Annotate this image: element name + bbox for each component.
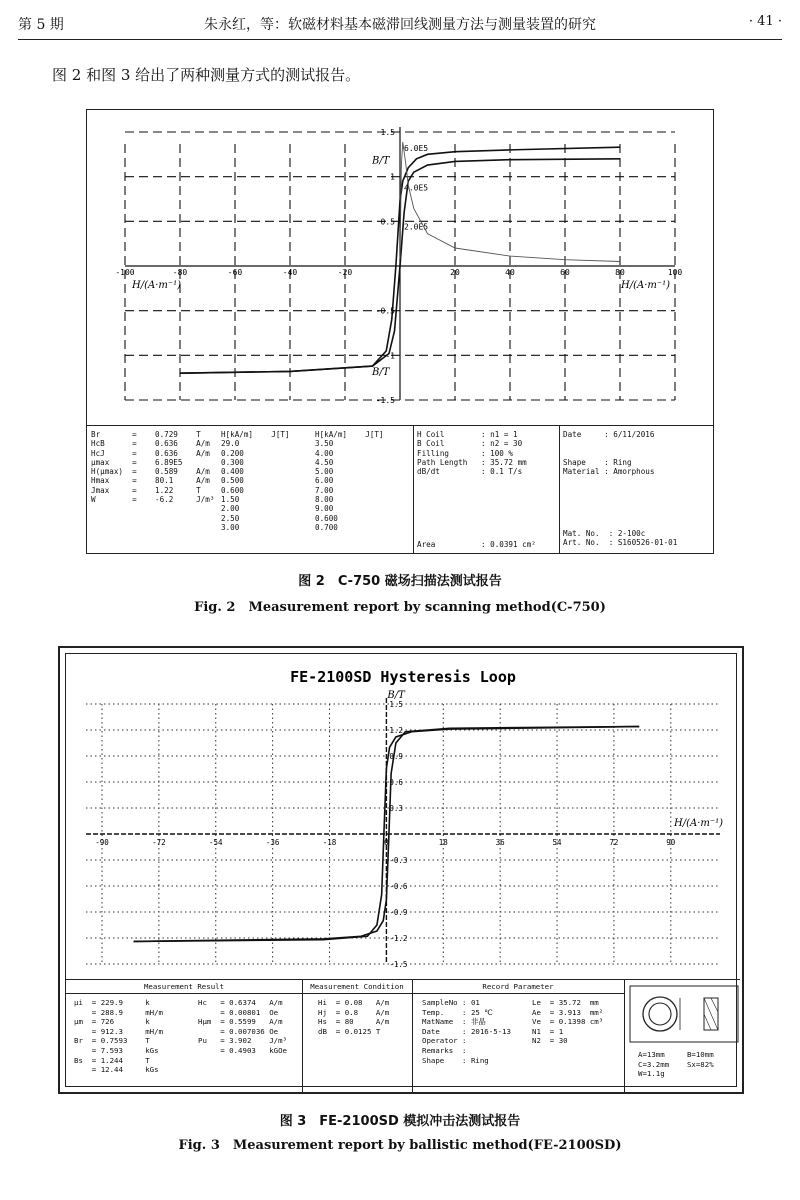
report-results: Br = 0.729 T HcB = 0.636 A/m HcJ = 0.636 A/m μmax = 6.89E5 H(μmax) = 0.589 A/m Hmax = 80.1 A/m Jmax = 1.22 T W = -6.2 J/m³: [91, 430, 215, 505]
figure-2-chart: [87, 110, 713, 426]
figure-2-caption-cn: 图 2 C-750 磁场扫描法测试报告: [298, 574, 502, 589]
issue-number: 第 5 期: [18, 17, 64, 33]
y-tick-label: 1.5: [380, 128, 395, 137]
x-tick-label: 40: [505, 268, 515, 277]
y-tick-label: 1.2: [389, 726, 403, 735]
report-sample-info: Date : 6/11/2016 Shape : Ring Material : Amorphous: [563, 430, 655, 477]
record-sample: SampleNo : 01 Temp. : 25 ℃ MatName : 非晶 Date : 2016-5-13 Operator : Remarks : Shape : Ring: [422, 998, 511, 1065]
x-tick-label: 54: [552, 838, 562, 847]
intro-paragraph: 图 2 和图 3 给出了两种测量方式的测试报告。: [52, 66, 361, 84]
ring-dimensions: A=13mm B=10mm C=3.2mm Sx=82% W=1.1g: [638, 1050, 714, 1079]
x-tick-label: 18: [438, 838, 448, 847]
x-tick-label: 80: [615, 268, 625, 277]
x-tick-label: -100: [115, 268, 135, 277]
measurement-result-header: Measurement Result: [66, 980, 302, 994]
x-tick-label: 0: [384, 838, 389, 847]
divider: [302, 980, 303, 1092]
ring-sample-diagram: [628, 984, 740, 1044]
figure-3-report-table: [66, 979, 740, 1092]
y-tick-label: -0.9: [389, 908, 408, 917]
running-title: 朱永红，等：软磁材料基本磁滞回线测量方法与测量装置的研究: [204, 17, 596, 33]
y-tick-label: 1.5: [389, 700, 403, 709]
x-tick-label: -60: [227, 268, 243, 277]
chart-title: FE-2100SD Hysteresis Loop: [290, 668, 516, 686]
y-tick-label: -0.3: [389, 856, 408, 865]
y-tick-label: -1.5: [389, 960, 408, 969]
x-tick-label: 90: [666, 838, 676, 847]
permeability-scale-label: 4.0E5: [404, 183, 429, 193]
figure-3-inner-frame: [65, 653, 737, 1087]
x-axis-label-right: H/(A·m⁻¹): [621, 280, 671, 291]
x-tick-label: -40: [282, 268, 298, 277]
figure-2-caption-en: Fig. 2 Measurement report by scanning method(C-750): [194, 600, 606, 615]
y-tick-label: -0.6: [389, 882, 408, 891]
x-tick-label: 36: [495, 838, 505, 847]
divider: [413, 426, 414, 554]
x-tick-label: 20: [450, 268, 460, 277]
x-tick-label: 72: [609, 838, 619, 847]
y-tick-label: -1.2: [389, 934, 408, 943]
figure-3-caption-en: Fig. 3 Measurement report by ballistic method(FE-2100SD): [178, 1138, 622, 1153]
x-tick-label: -18: [322, 838, 337, 847]
y-tick-label: -1.5: [375, 396, 395, 405]
measurement-condition-header: Measurement Condition: [302, 980, 412, 994]
permeability-scale-label: 6.0E5: [404, 144, 429, 154]
divider: [412, 980, 413, 1092]
y-tick-label: 1: [390, 172, 395, 182]
report-area: Area : 0.0391 cm²: [417, 540, 536, 549]
result-coercivity: Hc = 0.6374 A/m = 0.00801 Oe Hμm = 0.5599 A/m = 0.007036 Oe Pu = 3.902 J/m³ = 0.4903 kGOe: [198, 998, 287, 1055]
y-tick-label: 0.6: [389, 778, 403, 787]
x-axis-label: H/(A·m⁻¹): [674, 818, 724, 829]
y-tick-label: -0.5: [375, 306, 395, 316]
x-tick-label: -80: [172, 268, 188, 277]
figure-3-chart: [66, 654, 740, 980]
x-tick-label: -54: [208, 838, 223, 847]
figure-3-caption-cn: 图 3 FE-2100SD 模拟冲击法测试报告: [279, 1114, 521, 1129]
figure-2-report: [86, 109, 714, 554]
record-parameter-header: Record Parameter: [412, 980, 624, 994]
figure-2-report-table: [87, 425, 713, 554]
permeability-scale-label: 2.0E5: [404, 222, 429, 232]
y-tick-label: -1: [385, 351, 395, 361]
result-permeability: μi = 229.9 k = 288.9 mH/m μm = 726 k = 912.3 mH/m Br = 0.7593 T = 7.593 kGs Bs = 1.244 T = 12.44 kGs: [74, 998, 163, 1075]
condition-values: Hi = 0.08 A/m Hj = 0.8 A/m Hs = 80 A/m dB = 0.0125 T: [318, 998, 390, 1036]
y-axis-label-bottom: B/T: [372, 366, 390, 378]
x-tick-label: -90: [95, 838, 109, 847]
y-tick-label: 0.3: [389, 804, 403, 813]
y-tick-label: 0.5: [380, 217, 395, 227]
x-tick-label: 60: [560, 268, 570, 277]
x-tick-label: -36: [265, 838, 280, 847]
report-h-table-2: H[kA/m] J[T] 3.50 4.00 4.50 5.00 6.00 7.00 8.00 9.00 0.600 0.700: [315, 430, 384, 532]
x-axis-label-left: H/(A·m⁻¹): [132, 280, 182, 291]
y-tick-label: 0.9: [389, 752, 403, 761]
record-geometry: Le = 35.72 mm Ae = 3.913 mm² Ve = 0.1398 cm³ N1 = 1 N2 = 30: [532, 998, 604, 1046]
header-rule: [18, 39, 782, 40]
figure-3-report: [58, 646, 744, 1094]
report-art-info: Mat. No. : 2-100c Art. No. : S160526-01-01: [563, 529, 678, 548]
x-tick-label: -72: [152, 838, 166, 847]
page-number: · 41 ·: [748, 14, 782, 29]
report-coil-info: H Coil : n1 = 1 B Coil : n2 = 30 Filling : 100 % Path Length : 35.72 mm dB/dt : 0.1 T/s: [417, 430, 527, 477]
y-axis-label-top: B/T: [372, 155, 390, 167]
divider: [559, 426, 560, 554]
x-tick-label: -20: [337, 268, 353, 277]
x-tick-label: 100: [667, 268, 683, 277]
report-h-table-1: H[kA/m] J[T] 29.0 0.200 0.300 0.400 0.500 0.600 1.50 2.00 2.50 3.00: [221, 430, 290, 532]
divider: [624, 980, 625, 1092]
page-header: [0, 0, 800, 42]
y-axis-label: B/T: [387, 690, 405, 701]
